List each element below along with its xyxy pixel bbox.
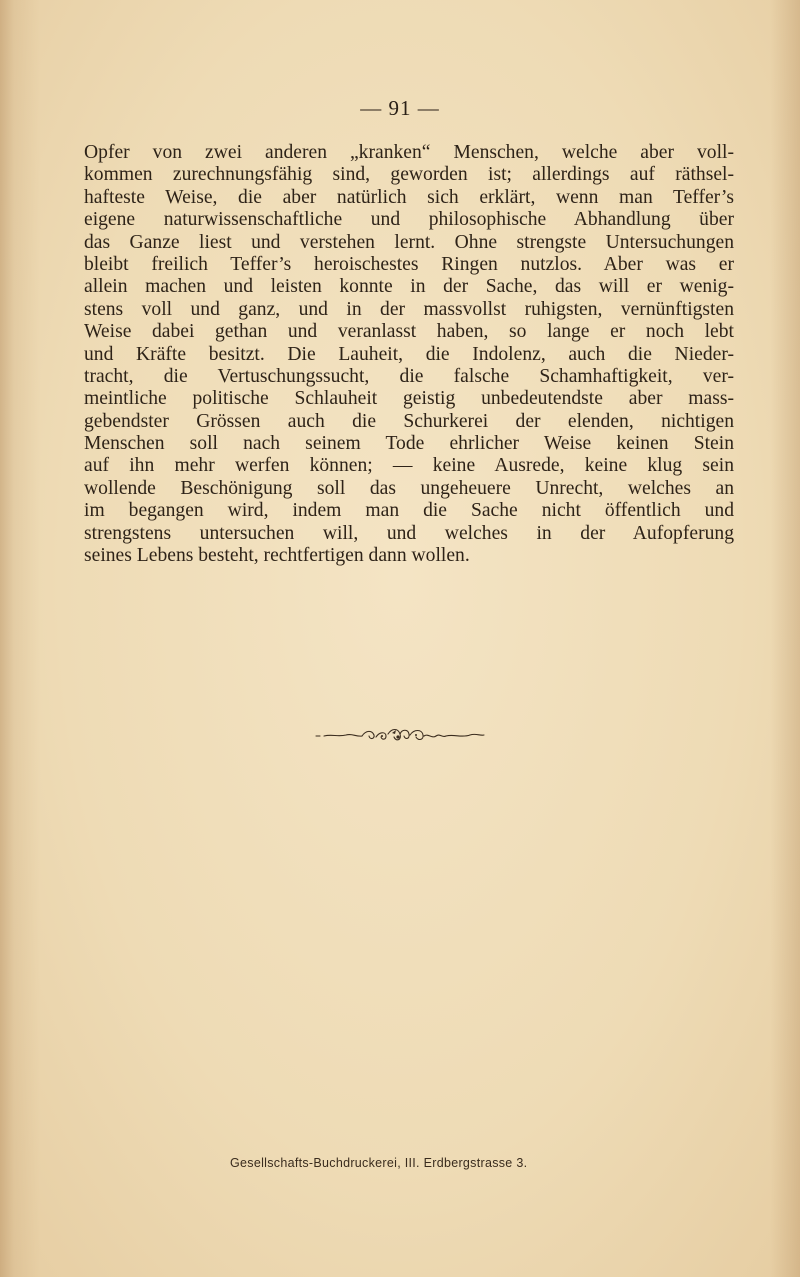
text-line: allein machen und leisten konnte in der Sache, das will er wenig- (84, 276, 734, 298)
printer-imprint: Gesellschafts-Buchdruckerei, III. Erdbergstrasse 3. (230, 1156, 528, 1170)
text-line: Weise dabei gethan und veranlasst haben, so lange er noch lebt (84, 321, 734, 343)
text-line: hafteste Weise, die aber natürlich sich erklärt, wenn man Teffer’s (84, 186, 734, 208)
text-line-last: seines Lebens besteht, rechtfertigen dann wollen. (84, 545, 470, 567)
text-line: stens voll und ganz, und in der massvollst ruhigsten, vernünftigsten (84, 298, 734, 320)
body-text (84, 142, 734, 567)
text-line: Opfer von zwei anderen „kranken“ Menschen, welche aber voll- (84, 142, 734, 163)
decorative-flourish-icon (312, 724, 488, 746)
text-line: meintliche politische Schlauheit geistig unbedeutendste aber mass- (84, 388, 734, 410)
text-line: strengstens untersuchen will, und welches in der Aufopferung (84, 522, 734, 544)
text-line: gebendster Grössen auch die Schurkerei der elenden, nichtigen (84, 410, 734, 432)
text-line: das Ganze liest und verstehen lernt. Ohne strengste Untersuchungen (84, 231, 734, 253)
text-line: eigene naturwissenschaftliche und philosophische Abhandlung über (84, 209, 734, 231)
text-line: wollende Beschönigung soll das ungeheuere Unrecht, welches an (84, 477, 734, 499)
text-line: tracht, die Vertuschungssucht, die falsche Schamhaftigkeit, ver- (84, 365, 734, 387)
page-number: — 91 — (360, 96, 440, 120)
text-line: bleibt freilich Teffer’s heroischestes Ringen nutzlos. Aber was er (84, 253, 734, 275)
text-line: und Kräfte besitzt. Die Lauheit, die Indolenz, auch die Nieder- (84, 343, 734, 365)
text-line: kommen zurechnungsfähig sind, geworden ist; allerdings auf räthsel- (84, 164, 734, 186)
text-line: Menschen soll nach seinem Tode ehrlicher Weise keinen Stein (84, 433, 734, 455)
text-line: im begangen wird, indem man die Sache nicht öffentlich und (84, 500, 734, 522)
text-line: auf ihn mehr werfen können; — keine Ausrede, keine klug sein (84, 455, 734, 477)
